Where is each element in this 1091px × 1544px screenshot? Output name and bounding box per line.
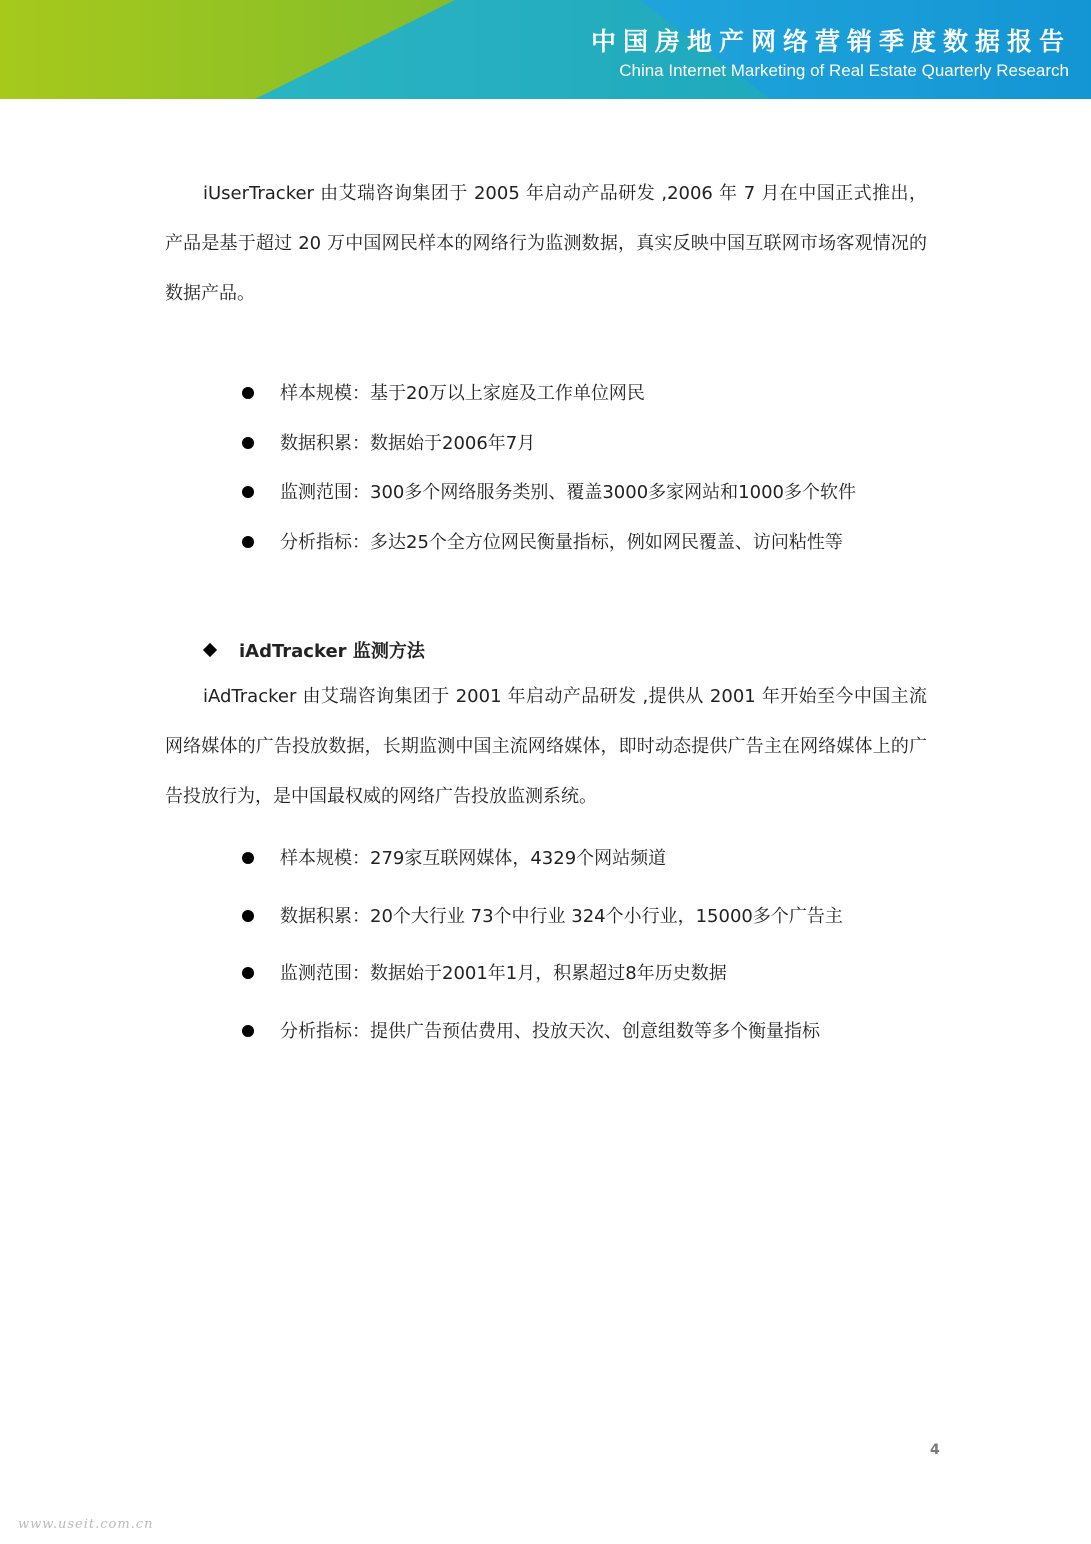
bullet-text: 样本规模：279家互联网媒体，4329个网站频道 [280,848,667,869]
bullet-text: 分析指标：提供广告预估费用、投放天次、创意组数等多个衡量指标 [280,1020,820,1042]
bullet-text: 数据积累：20个大行业 73个中行业 324个小行业，15000多个广告主 [280,905,843,927]
bullet-dot-icon [242,852,254,864]
bullet-text: 监测范围：300多个网络服务类别、覆盖3000多家网站和1000多个软件 [280,482,856,503]
bullet-dot-icon [242,486,254,498]
bullet-dot-icon [242,967,254,979]
bullet-text: 数据积累：数据始于2006年7月 [280,432,536,454]
diamond-bullet-icon [203,643,217,657]
iadtracker-intro-paragraph: iAdTracker 由艾瑞咨询集团于 2001 年启动产品研发 ,提供从 2001 年开始至今中国主流网络媒体的广告投放数据，长期监测中国主流网络媒体，即时动态提供广告主在网络媒体上的广告投放行为，是中国最权威的网络广告投放监测系统。 [165,686,927,807]
bullet-text: 分析指标：多达25个全方位网民衡量指标，例如网民覆盖、访问粘性等 [280,531,843,553]
header-banner [0,0,1091,99]
iusertracker-intro-paragraph: iUserTracker 由艾瑞咨询集团于 2005 年启动产品研发 ,2006 年 7 月在中国正式推出，产品是基于超过 20 万中国网民样本的网络行为监测数据，真实反映中国互联网市场客观情况的数据产品。 [165,183,927,304]
site-watermark: www.useit.com.cn [18,1517,154,1532]
bullet-dot-icon [242,1025,254,1037]
report-title-cn: 中国房地产网络营销季度数据报告 [590,27,1071,56]
page-number: 4 [930,1442,940,1458]
report-title-en: China Internet Marketing of Real Estate Quarterly Research [619,61,1069,80]
section-heading-text: iAdTracker 监测方法 [239,641,425,662]
bullet-dot-icon [242,536,254,548]
bullet-dot-icon [242,387,254,399]
bullet-text: 样本规模：基于20万以上家庭及工作单位网民 [280,383,645,404]
bullet-text: 监测范围：数据始于2001年1月，积累超过8年历史数据 [280,963,727,984]
bullet-dot-icon [242,437,254,449]
bullet-dot-icon [242,910,254,922]
iadtracker-section-heading [205,640,425,664]
